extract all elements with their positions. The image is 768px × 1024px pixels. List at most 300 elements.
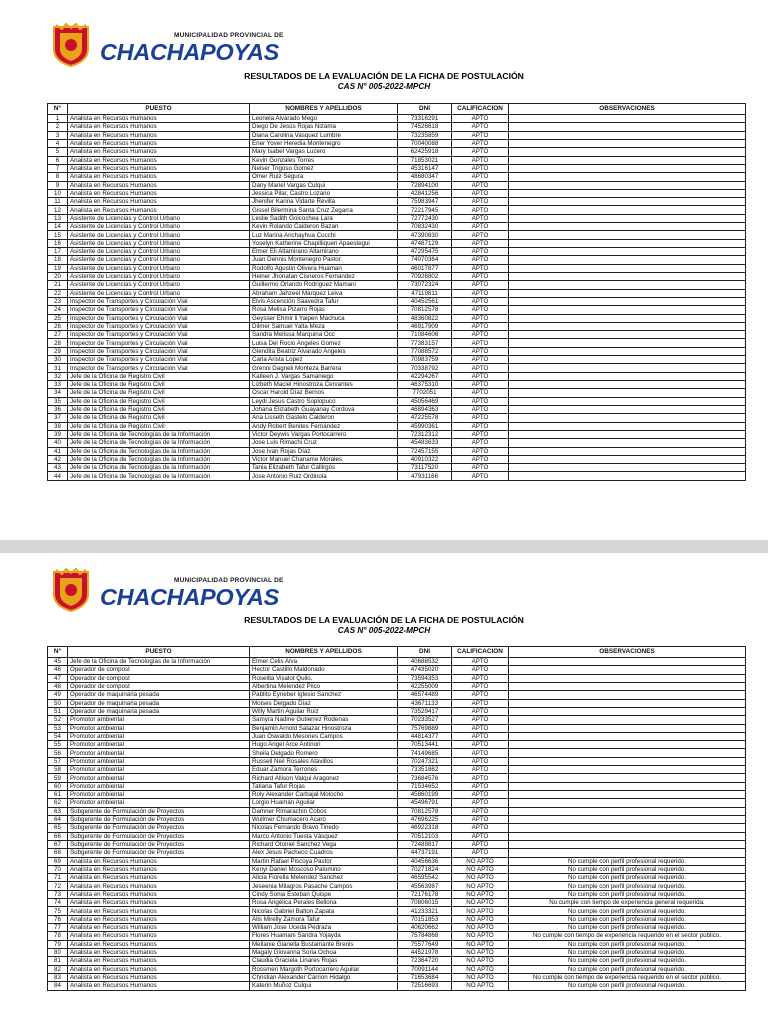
observaciones-cell: No cumple con perfil profesional requerido. bbox=[509, 907, 746, 915]
puesto-cell: Subgerente de Formulación de Proyectos bbox=[68, 849, 250, 857]
calificacion-cell: APTO bbox=[452, 732, 509, 740]
observaciones-cell: No cumple con perfil profesional requerido. bbox=[509, 882, 746, 890]
puesto-cell: Analista en Recursos Humanos bbox=[68, 940, 250, 948]
dni-cell: 41233321 bbox=[398, 907, 452, 915]
row-number: 47 bbox=[48, 674, 68, 682]
dni-cell: 46917909 bbox=[398, 322, 452, 330]
puesto-cell: Analista en Recursos Humanos bbox=[68, 865, 250, 873]
nombre-cell: Mellanie Gianella Bustamante Brenis bbox=[250, 940, 398, 948]
puesto-cell: Analista en Recursos Humanos bbox=[68, 973, 250, 981]
logo-subtitle: MUNICIPALIDAD PROVINCIAL DE bbox=[174, 577, 284, 584]
row-number: 55 bbox=[48, 741, 68, 749]
table-row bbox=[48, 239, 746, 247]
row-number: 64 bbox=[48, 815, 68, 823]
calificacion-cell: APTO bbox=[452, 281, 509, 289]
nombre-cell: Diana Carolina Vasquez Lumbre bbox=[250, 131, 398, 139]
puesto-cell: Inspector de Transportes y Circulación Vial bbox=[68, 356, 250, 364]
dni-cell: 70233527 bbox=[398, 716, 452, 724]
observaciones-cell bbox=[509, 832, 746, 840]
table-row bbox=[48, 447, 746, 455]
row-number: 61 bbox=[48, 791, 68, 799]
puesto-cell: Analista en Recursos Humanos bbox=[68, 899, 250, 907]
calificacion-cell: APTO bbox=[452, 306, 509, 314]
table-row bbox=[48, 915, 746, 923]
row-number: 77 bbox=[48, 924, 68, 932]
observaciones-cell bbox=[509, 381, 746, 389]
puesto-cell: Inspector de Transportes y Circulación Vial bbox=[68, 314, 250, 322]
nombre-cell: Abraham Jahzeel Márquez Leiva bbox=[250, 289, 398, 297]
observaciones-cell bbox=[509, 732, 746, 740]
nombre-cell: Moises Delgado Díaz bbox=[250, 699, 398, 707]
calificacion-cell: NO APTO bbox=[452, 965, 509, 973]
calificacion-cell: APTO bbox=[452, 389, 509, 397]
page-subtitle: CAS N° 005-2022-MPCH bbox=[337, 82, 431, 91]
row-number: 80 bbox=[48, 948, 68, 956]
table-row bbox=[48, 948, 746, 956]
calificacion-cell: APTO bbox=[452, 206, 509, 214]
puesto-cell: Operador de maquinaria pesada bbox=[68, 707, 250, 715]
calificacion-cell: APTO bbox=[452, 699, 509, 707]
observaciones-cell bbox=[509, 691, 746, 699]
observaciones-cell bbox=[509, 231, 746, 239]
nombre-cell: Katerin Muñoz Culqui bbox=[250, 982, 398, 990]
observaciones-cell bbox=[509, 148, 746, 156]
table-row bbox=[48, 799, 746, 807]
dni-cell: 7702051 bbox=[398, 389, 452, 397]
dni-cell: 72489817 bbox=[398, 840, 452, 848]
nombre-cell: Jessica Pilar, Castro Lozano bbox=[250, 189, 398, 197]
calificacion-cell: APTO bbox=[452, 381, 509, 389]
observaciones-cell bbox=[509, 189, 746, 197]
observaciones-cell bbox=[509, 447, 746, 455]
dni-cell: 72217945 bbox=[398, 206, 452, 214]
nombre-cell: Jose Ivan Rojas Díaz bbox=[250, 447, 398, 455]
calificacion-cell: APTO bbox=[452, 766, 509, 774]
crest-icon bbox=[50, 23, 92, 67]
calificacion-cell: APTO bbox=[452, 239, 509, 247]
dni-cell: 70271824 bbox=[398, 865, 452, 873]
nombre-cell: Grenni Dagneli Monteza Barrera bbox=[250, 364, 398, 372]
observaciones-cell bbox=[509, 807, 746, 815]
calificacion-cell: APTO bbox=[452, 331, 509, 339]
dni-cell: 75784868 bbox=[398, 932, 452, 940]
nombre-cell: Pablito Eyneber Iglesio Sanchez bbox=[250, 691, 398, 699]
observaciones-cell bbox=[509, 115, 746, 123]
puesto-cell: Analista en Recursos Humanos bbox=[68, 139, 250, 147]
nombre-cell: Heiner Jhonatan Cisneros Fernandez bbox=[250, 272, 398, 280]
nombre-cell: Diego De Jesús Rojas Nizama bbox=[250, 123, 398, 131]
table-row bbox=[48, 682, 746, 690]
nombre-cell: Jeseenia Milagros Pasache Campos bbox=[250, 882, 398, 890]
nombre-cell: Luisa Del Rocio Angeles Gomez bbox=[250, 339, 398, 347]
row-number: 6 bbox=[48, 156, 68, 164]
table-row bbox=[48, 331, 746, 339]
dni-cell: 47435020 bbox=[398, 666, 452, 674]
row-number: 83 bbox=[48, 973, 68, 981]
table-row bbox=[48, 347, 746, 355]
table-row bbox=[48, 749, 746, 757]
table-row bbox=[48, 206, 746, 214]
observaciones-cell bbox=[509, 331, 746, 339]
calificacion-cell: APTO bbox=[452, 189, 509, 197]
puesto-cell: Analista en Recursos Humanos bbox=[68, 148, 250, 156]
table-row bbox=[48, 455, 746, 463]
row-number: 24 bbox=[48, 306, 68, 314]
row-number: 71 bbox=[48, 874, 68, 882]
calificacion-cell: APTO bbox=[452, 231, 509, 239]
table-row bbox=[48, 364, 746, 372]
nombre-cell: Sandra Melissa Marquina Occ bbox=[250, 331, 398, 339]
calificacion-cell: APTO bbox=[452, 223, 509, 231]
column-header-nombres: NOMBRES Y APELLIDOS bbox=[250, 104, 398, 115]
nombre-cell: Gissel Bilermina Santa Cruz Zegarra bbox=[250, 206, 398, 214]
table-row bbox=[48, 699, 746, 707]
dni-cell: 74526618 bbox=[398, 123, 452, 131]
dni-cell: 46574489 bbox=[398, 691, 452, 699]
table-row bbox=[48, 115, 746, 123]
row-number: 50 bbox=[48, 699, 68, 707]
observaciones-cell bbox=[509, 339, 746, 347]
calificacion-cell: NO APTO bbox=[452, 865, 509, 873]
observaciones-cell bbox=[509, 281, 746, 289]
column-header-dni: DNI bbox=[398, 647, 452, 658]
row-number: 5 bbox=[48, 148, 68, 156]
nombre-cell: Elvis Ascención Saavedra Tafur bbox=[250, 297, 398, 305]
puesto-cell: Inspector de Transportes y Circulación Vial bbox=[68, 339, 250, 347]
row-number: 14 bbox=[48, 223, 68, 231]
puesto-cell: Analista en Recursos Humanos bbox=[68, 123, 250, 131]
calificacion-cell: APTO bbox=[452, 757, 509, 765]
nombre-cell: Alicia Fiorella Melendez Sanchez bbox=[250, 874, 398, 882]
table-row bbox=[48, 940, 746, 948]
observaciones-cell bbox=[509, 397, 746, 405]
nombre-cell: Rossmeri Margoth Portocarrero Aguilar bbox=[250, 965, 398, 973]
table-row bbox=[48, 148, 746, 156]
column-header-calificacion: CALIFICACION bbox=[452, 104, 509, 115]
observaciones-cell bbox=[509, 658, 746, 666]
observaciones-cell bbox=[509, 139, 746, 147]
nombre-cell: Katleen J. Vargas Samaniego bbox=[250, 372, 398, 380]
dni-cell: 46922318 bbox=[398, 824, 452, 832]
table-row bbox=[48, 874, 746, 882]
nombre-cell: Kevin Rolando Calderon Bazan bbox=[250, 223, 398, 231]
page-subtitle: CAS N° 005-2022-MPCH bbox=[337, 626, 431, 635]
calificacion-cell: APTO bbox=[452, 156, 509, 164]
table-row bbox=[48, 214, 746, 222]
dni-cell: 71853021 bbox=[398, 156, 452, 164]
row-number: 69 bbox=[48, 857, 68, 865]
row-number: 76 bbox=[48, 915, 68, 923]
nombre-cell: Geysser Ehmir li Yaipen Machuca bbox=[250, 314, 398, 322]
column-header-calificacion: CALIFICACION bbox=[452, 647, 509, 658]
observaciones-cell bbox=[509, 716, 746, 724]
puesto-cell: Analista en Recursos Humanos bbox=[68, 206, 250, 214]
calificacion-cell: APTO bbox=[452, 815, 509, 823]
puesto-cell: Analista en Recursos Humanos bbox=[68, 131, 250, 139]
observaciones-cell bbox=[509, 239, 746, 247]
table-row bbox=[48, 865, 746, 873]
row-number: 70 bbox=[48, 865, 68, 873]
row-number: 4 bbox=[48, 139, 68, 147]
nombre-cell: Yoselyn Katherine Chapilliquen Apaestegui bbox=[250, 239, 398, 247]
observaciones-cell bbox=[509, 123, 746, 131]
dni-cell: 42294267 bbox=[398, 372, 452, 380]
puesto-cell: Jefe de la Oficina de Tecnologías de la Información bbox=[68, 472, 250, 480]
table-row bbox=[48, 965, 746, 973]
dni-cell: 72457155 bbox=[398, 447, 452, 455]
puesto-cell: Jefe de la Oficina de Registro Civil bbox=[68, 372, 250, 380]
table-row bbox=[48, 899, 746, 907]
row-number: 58 bbox=[48, 766, 68, 774]
calificacion-cell: NO APTO bbox=[452, 940, 509, 948]
nombre-cell: Rodolfo Agustin Olivera Huaman bbox=[250, 264, 398, 272]
row-number: 1 bbox=[48, 115, 68, 123]
calificacion-cell: APTO bbox=[452, 264, 509, 272]
table-row bbox=[48, 973, 746, 981]
nombre-cell: Ana Lisseth Gastelo Calderon bbox=[250, 414, 398, 422]
puesto-cell: Promotor ambiental bbox=[68, 766, 250, 774]
observaciones-cell bbox=[509, 156, 746, 164]
observaciones-cell bbox=[509, 430, 746, 438]
nombre-cell: Tatiana Tafur Rojas bbox=[250, 782, 398, 790]
table-row bbox=[48, 156, 746, 164]
calificacion-cell: APTO bbox=[452, 749, 509, 757]
calificacion-cell: APTO bbox=[452, 464, 509, 472]
row-number: 82 bbox=[48, 965, 68, 973]
observaciones-cell: No cumple con perfil profesional requerido. bbox=[509, 982, 746, 990]
nombre-cell: Dany Mariel Vargas Culqui bbox=[250, 181, 398, 189]
puesto-cell: Operador de compost bbox=[68, 682, 250, 690]
dni-cell: 40452561 bbox=[398, 297, 452, 305]
calificacion-cell: NO APTO bbox=[452, 948, 509, 956]
dni-cell: 43671133 bbox=[398, 699, 452, 707]
observaciones-cell bbox=[509, 181, 746, 189]
nombre-cell: Elmer Celis Alva bbox=[250, 658, 398, 666]
dni-cell: 70338792 bbox=[398, 364, 452, 372]
table-row bbox=[48, 248, 746, 256]
observaciones-cell bbox=[509, 256, 746, 264]
puesto-cell: Inspector de Transportes y Circulación Vial bbox=[68, 331, 250, 339]
dni-cell: 70513441 bbox=[398, 741, 452, 749]
row-number: 68 bbox=[48, 849, 68, 857]
puesto-cell: Promotor ambiental bbox=[68, 799, 250, 807]
table-row bbox=[48, 732, 746, 740]
dni-cell: 46894363 bbox=[398, 405, 452, 413]
calificacion-cell: NO APTO bbox=[452, 890, 509, 898]
table-row bbox=[48, 297, 746, 305]
row-number: 41 bbox=[48, 447, 68, 455]
dni-cell: 72176178 bbox=[398, 890, 452, 898]
logo-subtitle: MUNICIPALIDAD PROVINCIAL DE bbox=[174, 32, 284, 39]
row-number: 81 bbox=[48, 957, 68, 965]
observaciones-cell bbox=[509, 674, 746, 682]
calificacion-cell: NO APTO bbox=[452, 907, 509, 915]
puesto-cell: Subgerente de Formulación de Proyectos bbox=[68, 824, 250, 832]
puesto-cell: Promotor ambiental bbox=[68, 774, 250, 782]
table-header-row bbox=[48, 647, 746, 658]
calificacion-cell: APTO bbox=[452, 741, 509, 749]
observaciones-cell bbox=[509, 782, 746, 790]
dni-cell: 72894100 bbox=[398, 181, 452, 189]
calificacion-cell: APTO bbox=[452, 405, 509, 413]
row-number: 21 bbox=[48, 281, 68, 289]
observaciones-cell: No cumple con perfil profesional requerido. bbox=[509, 965, 746, 973]
table-row bbox=[48, 666, 746, 674]
table-row bbox=[48, 264, 746, 272]
observaciones-cell bbox=[509, 405, 746, 413]
dni-cell: 77088572 bbox=[398, 347, 452, 355]
nombre-cell: Luz Marina Anchayhua Cucchi bbox=[250, 231, 398, 239]
puesto-cell: Jefe de la Oficina de Tecnologías de la Información bbox=[68, 430, 250, 438]
observaciones-cell: No cumple con perfil profesional requerido. bbox=[509, 957, 746, 965]
nombre-cell: Marco Antonio Tuesta Vásquez bbox=[250, 832, 398, 840]
table-row bbox=[48, 849, 746, 857]
table-row bbox=[48, 189, 746, 197]
nombre-cell: Albertina Melendez Pilco bbox=[250, 682, 398, 690]
nombre-cell: Lorgio Huamán Aguilar bbox=[250, 799, 398, 807]
observaciones-cell bbox=[509, 322, 746, 330]
observaciones-cell bbox=[509, 164, 746, 172]
row-number: 15 bbox=[48, 231, 68, 239]
row-number: 54 bbox=[48, 732, 68, 740]
nombre-cell: Mary Isabel Vargas Lucero bbox=[250, 148, 398, 156]
row-number: 23 bbox=[48, 297, 68, 305]
puesto-cell: Promotor ambiental bbox=[68, 791, 250, 799]
row-number: 79 bbox=[48, 940, 68, 948]
table-row bbox=[48, 414, 746, 422]
row-number: 35 bbox=[48, 397, 68, 405]
observaciones-cell bbox=[509, 724, 746, 732]
puesto-cell: Promotor ambiental bbox=[68, 724, 250, 732]
calificacion-cell: APTO bbox=[452, 339, 509, 347]
nombre-cell: Guillermo Orlando Rodriguez Mamani bbox=[250, 281, 398, 289]
dni-cell: 45483633 bbox=[398, 439, 452, 447]
dni-cell: 74149685 bbox=[398, 749, 452, 757]
table-row bbox=[48, 314, 746, 322]
row-number: 22 bbox=[48, 289, 68, 297]
table-row bbox=[48, 815, 746, 823]
puesto-cell: Jefe de la Oficina de Registro Civil bbox=[68, 422, 250, 430]
calificacion-cell: APTO bbox=[452, 272, 509, 280]
nombre-cell: Richard Allison Valqui Aragonez bbox=[250, 774, 398, 782]
dni-cell: 45990361 bbox=[398, 422, 452, 430]
calificacion-cell: APTO bbox=[452, 164, 509, 172]
table-row bbox=[48, 757, 746, 765]
nombre-cell: Neiser Trigoso Gomez bbox=[250, 164, 398, 172]
table-row bbox=[48, 256, 746, 264]
puesto-cell: Promotor ambiental bbox=[68, 757, 250, 765]
calificacion-cell: APTO bbox=[452, 364, 509, 372]
calificacion-cell: APTO bbox=[452, 439, 509, 447]
row-number: 28 bbox=[48, 339, 68, 347]
row-number: 51 bbox=[48, 707, 68, 715]
table-row bbox=[48, 339, 746, 347]
dni-cell: 47696225 bbox=[398, 815, 452, 823]
nombre-cell: Magaly Giovanna Soria Ochoa bbox=[250, 948, 398, 956]
results-table bbox=[47, 103, 746, 481]
dni-cell: 47225578 bbox=[398, 414, 452, 422]
calificacion-cell: APTO bbox=[452, 447, 509, 455]
page-title: RESULTADOS DE LA EVALUACIÓN DE LA FICHA DE POSTULACIÓN bbox=[244, 71, 524, 81]
column-header-number: N° bbox=[48, 104, 68, 115]
nombre-cell: Kevin Gonzales Torres bbox=[250, 156, 398, 164]
puesto-cell: Asistente de Licencias y Control Urbano bbox=[68, 272, 250, 280]
observaciones-cell bbox=[509, 422, 746, 430]
nombre-cell: Sheila Delgado Romero bbox=[250, 749, 398, 757]
column-header-dni: DNI bbox=[398, 104, 452, 115]
table-row bbox=[48, 181, 746, 189]
observaciones-cell bbox=[509, 297, 746, 305]
row-number: 32 bbox=[48, 372, 68, 380]
calificacion-cell: APTO bbox=[452, 832, 509, 840]
calificacion-cell: NO APTO bbox=[452, 924, 509, 932]
column-header-puesto: PUESTO bbox=[68, 104, 250, 115]
observaciones-cell bbox=[509, 464, 746, 472]
table-header-row bbox=[48, 104, 746, 115]
observaciones-cell bbox=[509, 666, 746, 674]
dni-cell: 73684576 bbox=[398, 774, 452, 782]
calificacion-cell: APTO bbox=[452, 173, 509, 181]
dni-cell: 70806015 bbox=[398, 899, 452, 907]
observaciones-cell bbox=[509, 799, 746, 807]
observaciones-cell bbox=[509, 439, 746, 447]
table-row bbox=[48, 890, 746, 898]
calificacion-cell: NO APTO bbox=[452, 973, 509, 981]
puesto-cell: Analista en Recursos Humanos bbox=[68, 907, 250, 915]
row-number: 59 bbox=[48, 774, 68, 782]
nombre-cell: Richard Otoniel Sanchez Vega bbox=[250, 840, 398, 848]
row-number: 63 bbox=[48, 807, 68, 815]
puesto-cell: Analista en Recursos Humanos bbox=[68, 173, 250, 181]
dni-cell: 72312312 bbox=[398, 430, 452, 438]
puesto-cell: Analista en Recursos Humanos bbox=[68, 924, 250, 932]
table-row bbox=[48, 131, 746, 139]
row-number: 74 bbox=[48, 899, 68, 907]
row-number: 33 bbox=[48, 381, 68, 389]
dni-cell: 44521978 bbox=[398, 948, 452, 956]
table-row bbox=[48, 766, 746, 774]
page-title: RESULTADOS DE LA EVALUACIÓN DE LA FICHA DE POSTULACIÓN bbox=[244, 615, 524, 625]
calificacion-cell: NO APTO bbox=[452, 857, 509, 865]
row-number: 48 bbox=[48, 682, 68, 690]
dni-cell: 70983759 bbox=[398, 356, 452, 364]
row-number: 66 bbox=[48, 832, 68, 840]
observaciones-cell bbox=[509, 173, 746, 181]
dni-cell: 71653684 bbox=[398, 973, 452, 981]
row-number: 75 bbox=[48, 907, 68, 915]
nombre-cell: Christian Alexander Carrion Hidalgo bbox=[250, 973, 398, 981]
dni-cell: 72516693 bbox=[398, 982, 452, 990]
row-number: 7 bbox=[48, 164, 68, 172]
calificacion-cell: APTO bbox=[452, 682, 509, 690]
observaciones-cell bbox=[509, 131, 746, 139]
nombre-cell: Kenyi Daniel Moscoso Palomino bbox=[250, 865, 398, 873]
dni-cell: 71534652 bbox=[398, 782, 452, 790]
row-number: 37 bbox=[48, 414, 68, 422]
puesto-cell: Analista en Recursos Humanos bbox=[68, 890, 250, 898]
dni-cell: 46017877 bbox=[398, 264, 452, 272]
dni-cell: 70151853 bbox=[398, 915, 452, 923]
puesto-cell: Promotor ambiental bbox=[68, 716, 250, 724]
calificacion-cell: APTO bbox=[452, 716, 509, 724]
dni-cell: 70812578 bbox=[398, 306, 452, 314]
nombre-cell: William Jose Uceda Pedraza bbox=[250, 924, 398, 932]
calificacion-cell: APTO bbox=[452, 139, 509, 147]
results-table bbox=[47, 646, 746, 991]
dni-cell: 70247321 bbox=[398, 757, 452, 765]
dni-cell: 70832430 bbox=[398, 223, 452, 231]
dni-cell: 62425918 bbox=[398, 148, 452, 156]
